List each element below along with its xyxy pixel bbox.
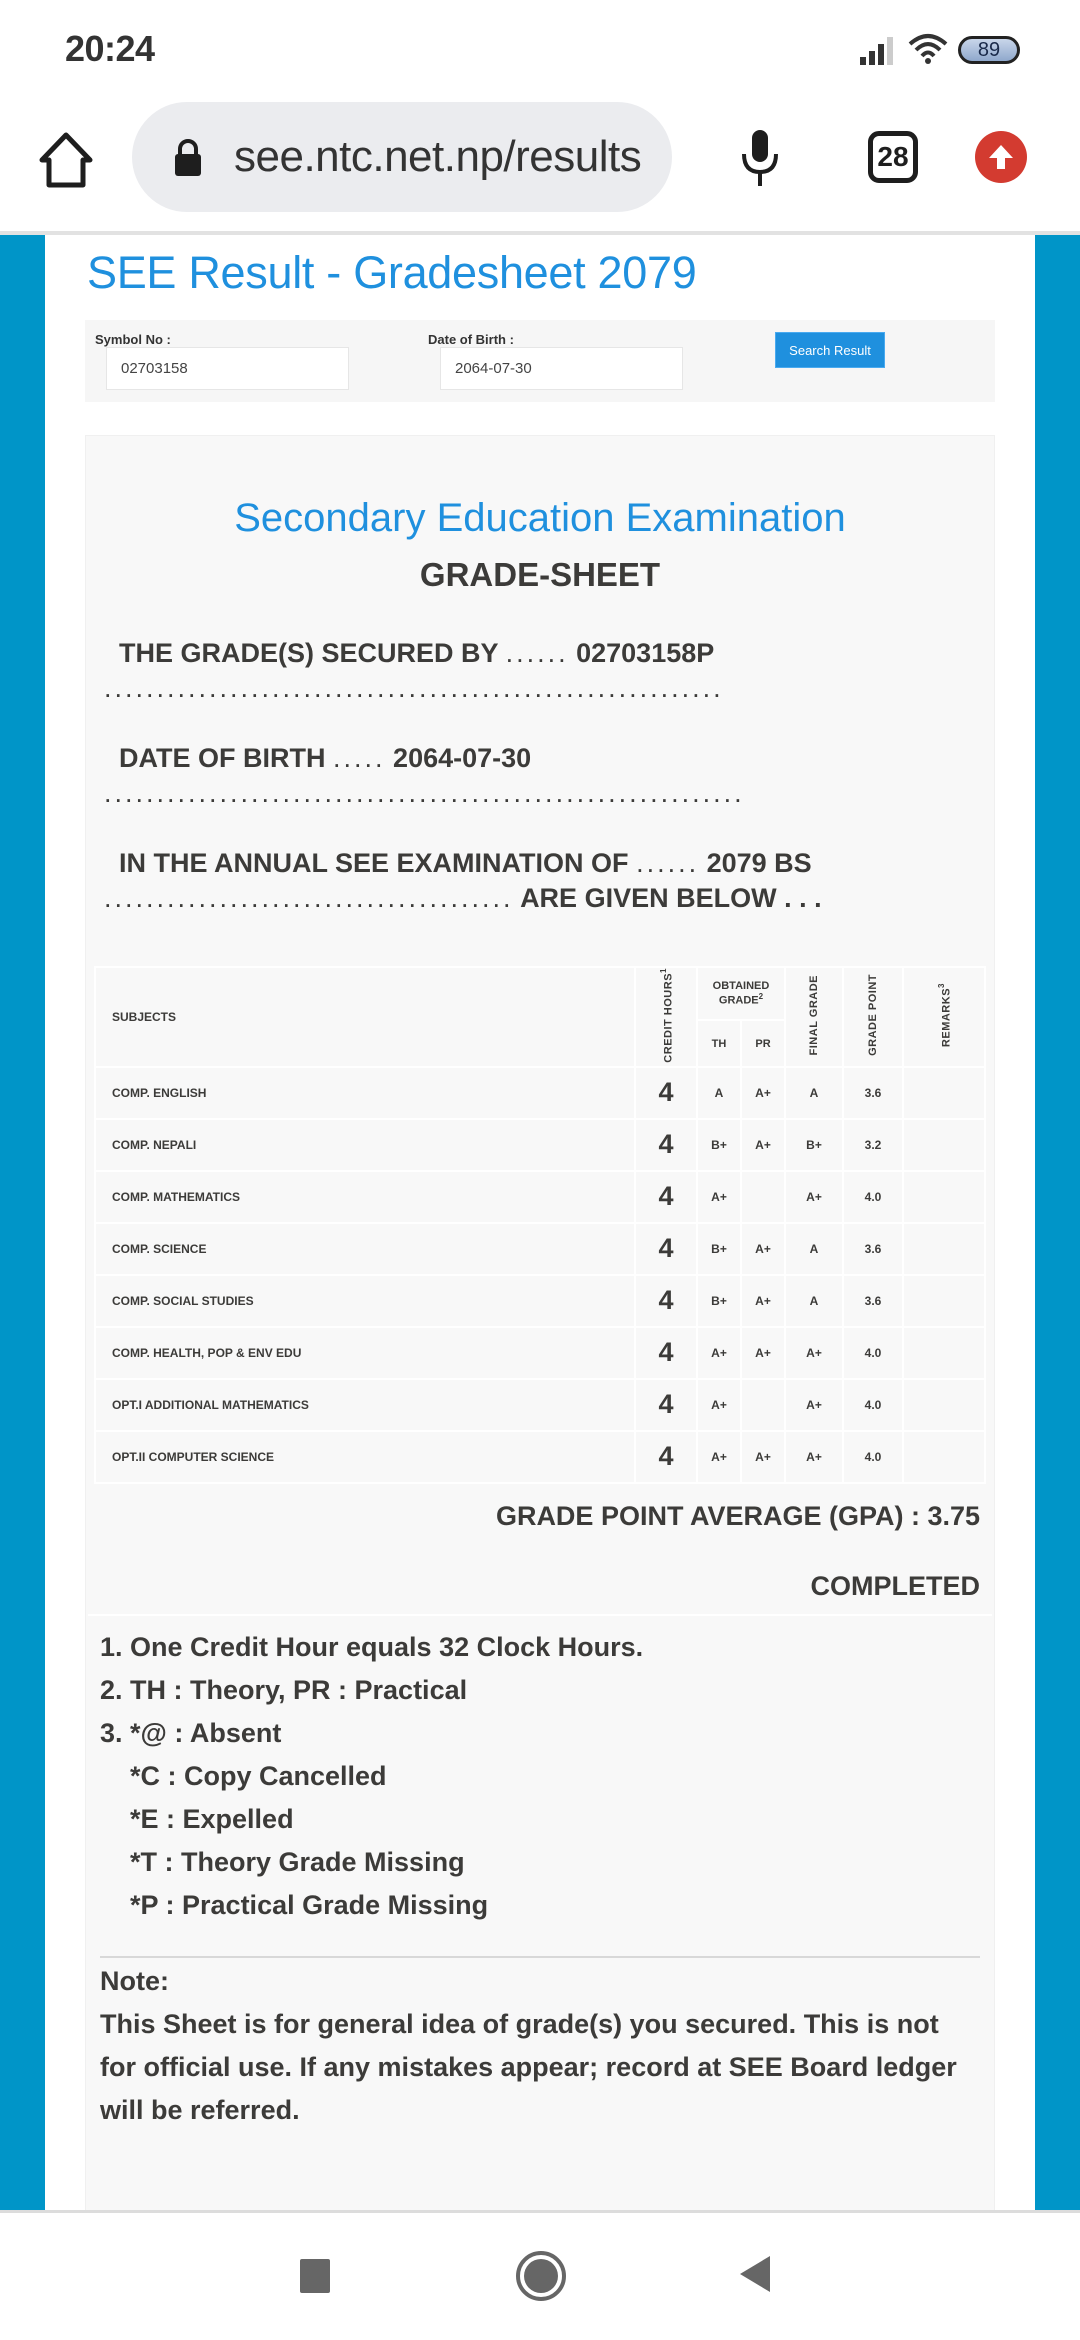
credit-cell: 4 bbox=[635, 1275, 697, 1327]
arrow-up-icon bbox=[986, 142, 1016, 172]
pr-grade-cell bbox=[741, 1171, 785, 1223]
remarks-cell bbox=[903, 1223, 985, 1275]
th-grade-cell: A+ bbox=[697, 1431, 741, 1483]
page-container bbox=[45, 235, 1035, 2210]
url-text[interactable]: see.ntc.net.np/results bbox=[234, 132, 642, 181]
search-form bbox=[85, 320, 995, 402]
home-nav-icon[interactable] bbox=[516, 2251, 566, 2301]
table-row bbox=[95, 1223, 985, 1275]
update-icon[interactable] bbox=[975, 131, 1027, 183]
th-grade-cell: A bbox=[697, 1067, 741, 1119]
note-divider bbox=[100, 1956, 980, 1958]
mic-icon[interactable] bbox=[735, 128, 785, 188]
secured-by-value: 02703158P bbox=[576, 638, 714, 668]
symbol-input[interactable]: 02703158 bbox=[106, 347, 349, 390]
signal-icon bbox=[858, 35, 898, 65]
status-icons bbox=[858, 32, 1020, 68]
th-grade-cell: B+ bbox=[697, 1223, 741, 1275]
battery-icon: 89 bbox=[958, 36, 1020, 64]
secured-by-label: THE GRADE(S) SECURED BY bbox=[119, 638, 499, 668]
status-time: 20:24 bbox=[65, 28, 155, 69]
header-obtained-grade: OBTAINED GRADE$^2$ bbox=[697, 967, 785, 1020]
grade-point-cell: 4.0 bbox=[843, 1327, 903, 1379]
subject-cell: COMP. SCIENCE bbox=[95, 1223, 635, 1275]
legend-item: 3. *@ : Absent bbox=[100, 1718, 282, 1748]
legend-list bbox=[100, 1626, 643, 1927]
pr-grade-cell: A+ bbox=[741, 1275, 785, 1327]
dob-line: DATE OF BIRTH ..... 2064-07-30 ............................................................. bbox=[104, 743, 745, 808]
subject-cell: OPT.II COMPUTER SCIENCE bbox=[95, 1431, 635, 1483]
remarks-cell bbox=[903, 1171, 985, 1223]
subject-cell: COMP. NEPALI bbox=[95, 1119, 635, 1171]
subject-cell: OPT.I ADDITIONAL MATHEMATICS bbox=[95, 1379, 635, 1431]
credit-cell: 4 bbox=[635, 1431, 697, 1483]
header-pr: PR bbox=[741, 1020, 785, 1066]
legend-item: *P : Practical Grade Missing bbox=[130, 1890, 489, 1920]
legend-item: *C : Copy Cancelled bbox=[130, 1761, 387, 1791]
table-row bbox=[95, 1327, 985, 1379]
final-grade-cell: A+ bbox=[785, 1431, 843, 1483]
final-grade-cell: A bbox=[785, 1223, 843, 1275]
th-grade-cell: B+ bbox=[697, 1119, 741, 1171]
th-grade-cell: B+ bbox=[697, 1275, 741, 1327]
sheet-heading: Secondary Education Examination bbox=[234, 496, 846, 540]
table-row bbox=[95, 1119, 985, 1171]
remarks-cell bbox=[903, 1327, 985, 1379]
home-icon[interactable] bbox=[38, 130, 94, 190]
dob-label: Date of Birth : bbox=[428, 332, 514, 347]
legend-item: *E : Expelled bbox=[130, 1804, 294, 1834]
final-grade-cell: A bbox=[785, 1275, 843, 1327]
grade-point-cell: 3.6 bbox=[843, 1275, 903, 1327]
note-text: This Sheet is for general idea of grade(s) you secured. This is not for official use. If any mistakes appear; record at SEE Board ledger will be referred. bbox=[100, 2009, 957, 2125]
remarks-cell bbox=[903, 1379, 985, 1431]
search-result-button[interactable]: Search Result bbox=[775, 332, 885, 368]
browser-toolbar bbox=[0, 100, 1080, 235]
grade-point-cell: 4.0 bbox=[843, 1431, 903, 1483]
secured-by-line: THE GRADE(S) SECURED BY ...... 02703158P ........................................................... bbox=[104, 638, 724, 703]
final-grade-cell: A bbox=[785, 1067, 843, 1119]
legend-divider bbox=[88, 1614, 992, 1616]
final-grade-cell: A+ bbox=[785, 1379, 843, 1431]
header-final-grade: FINAL GRADE bbox=[785, 967, 843, 1067]
final-grade-cell: B+ bbox=[785, 1119, 843, 1171]
remarks-cell bbox=[903, 1275, 985, 1327]
remarks-cell bbox=[903, 1431, 985, 1483]
table-row bbox=[95, 1067, 985, 1119]
pr-grade-cell: A+ bbox=[741, 1223, 785, 1275]
pr-grade-cell: A+ bbox=[741, 1431, 785, 1483]
legend-item: 2. TH : Theory, PR : Practical bbox=[100, 1675, 468, 1705]
header-remarks: REMARKS$^3$ bbox=[903, 967, 985, 1067]
pr-grade-cell: A+ bbox=[741, 1067, 785, 1119]
wifi-icon bbox=[908, 32, 948, 68]
legend-item: 1. One Credit Hour equals 32 Clock Hours. bbox=[100, 1632, 644, 1662]
subject-cell: COMP. ENGLISH bbox=[95, 1067, 635, 1119]
remarks-cell bbox=[903, 1067, 985, 1119]
grade-point-cell: 3.2 bbox=[843, 1119, 903, 1171]
grade-point-cell: 4.0 bbox=[843, 1171, 903, 1223]
gpa-text: GRADE POINT AVERAGE (GPA) : 3.75 bbox=[495, 1501, 980, 1531]
th-grade-cell: A+ bbox=[697, 1379, 741, 1431]
header-th: TH bbox=[697, 1020, 741, 1066]
credit-cell: 4 bbox=[635, 1119, 697, 1171]
pr-grade-cell: A+ bbox=[741, 1119, 785, 1171]
exam-line: IN THE ANNUAL SEE EXAMINATION OF ...... 2079 BS ....................................... ARE GIVEN BELOW . . . bbox=[104, 848, 822, 913]
address-bar[interactable] bbox=[132, 102, 672, 212]
tabs-button[interactable]: 28 bbox=[868, 131, 918, 183]
final-grade-cell: A+ bbox=[785, 1327, 843, 1379]
subject-cell: COMP. SOCIAL STUDIES bbox=[95, 1275, 635, 1327]
sheet-subheading: GRADE-SHEET bbox=[419, 556, 661, 593]
pr-grade-cell: A+ bbox=[741, 1327, 785, 1379]
table-row bbox=[95, 1275, 985, 1327]
exam-label: IN THE ANNUAL SEE EXAMINATION OF bbox=[119, 848, 629, 878]
result-status: COMPLETED bbox=[810, 1571, 980, 1601]
credit-cell: 4 bbox=[635, 1379, 697, 1431]
final-grade-cell: A+ bbox=[785, 1171, 843, 1223]
web-page bbox=[0, 235, 1080, 2210]
exam-tail: ARE GIVEN BELOW . . . bbox=[520, 883, 822, 913]
exam-value: 2079 BS bbox=[706, 848, 812, 878]
grade-rows bbox=[95, 1067, 985, 1483]
system-nav-bar bbox=[0, 2210, 1080, 2340]
table-row bbox=[95, 1171, 985, 1223]
table-row bbox=[95, 1431, 985, 1483]
dob-line-value: 2064-07-30 bbox=[393, 743, 532, 773]
grade-table bbox=[94, 966, 986, 1484]
pr-grade-cell bbox=[741, 1379, 785, 1431]
credit-cell: 4 bbox=[635, 1327, 697, 1379]
credit-cell: 4 bbox=[635, 1067, 697, 1119]
lock-icon bbox=[172, 137, 204, 177]
header-subjects: SUBJECTS bbox=[95, 967, 635, 1067]
grade-point-cell: 4.0 bbox=[843, 1379, 903, 1431]
subject-cell: COMP. HEALTH, POP & ENV EDU bbox=[95, 1327, 635, 1379]
header-grade-point: GRADE POINT bbox=[843, 967, 903, 1067]
recents-icon[interactable] bbox=[300, 2259, 330, 2293]
header-credit-hours: CREDIT HOURS$^1$ bbox=[635, 967, 697, 1067]
legend-item: *T : Theory Grade Missing bbox=[130, 1847, 465, 1877]
back-icon[interactable] bbox=[740, 2256, 770, 2292]
th-grade-cell: A+ bbox=[697, 1171, 741, 1223]
dob-input[interactable]: 2064-07-30 bbox=[440, 347, 683, 390]
grade-point-cell: 3.6 bbox=[843, 1223, 903, 1275]
status-bar bbox=[0, 0, 1080, 100]
page-title: SEE Result - Gradesheet 2079 bbox=[87, 247, 697, 298]
dob-line-label: DATE OF BIRTH bbox=[119, 743, 326, 773]
table-row bbox=[95, 1379, 985, 1431]
credit-cell: 4 bbox=[635, 1171, 697, 1223]
subject-cell: COMP. MATHEMATICS bbox=[95, 1171, 635, 1223]
grade-point-cell: 3.6 bbox=[843, 1067, 903, 1119]
credit-cell: 4 bbox=[635, 1223, 697, 1275]
remarks-cell bbox=[903, 1119, 985, 1171]
symbol-label: Symbol No : bbox=[95, 332, 171, 347]
note-title: Note: bbox=[100, 1966, 169, 1996]
grade-sheet bbox=[85, 435, 995, 2210]
th-grade-cell: A+ bbox=[697, 1327, 741, 1379]
